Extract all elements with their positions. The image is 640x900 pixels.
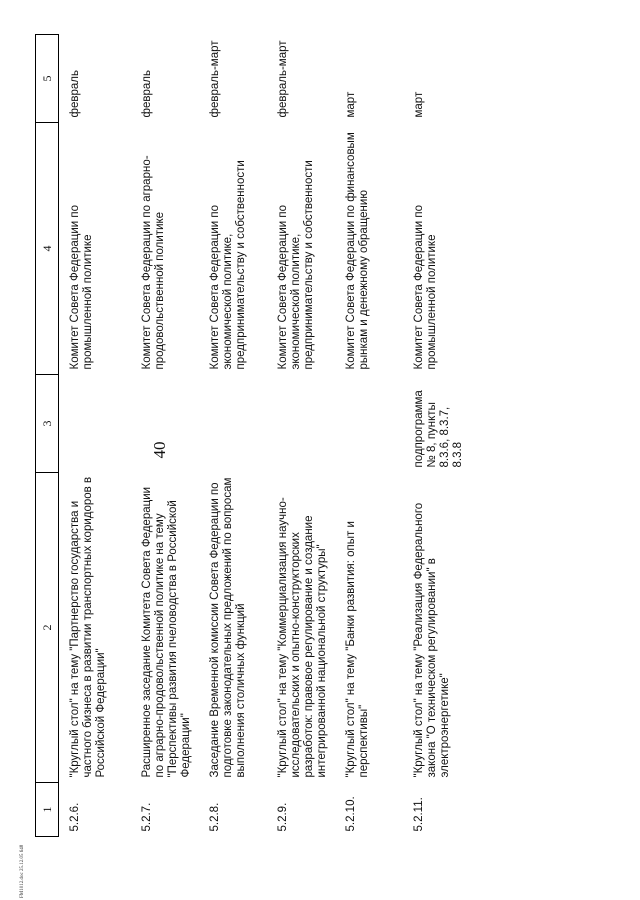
col-header-3: 3 xyxy=(36,375,59,473)
row-number: 5.2.9. xyxy=(277,802,289,832)
term-cell: март xyxy=(345,91,357,118)
basis-cell xyxy=(207,375,275,473)
basis-cell: подпрограмма № 8, пункты 8.3.6, 8.3.7, 8.3.8 xyxy=(413,390,464,468)
table-row xyxy=(275,35,343,837)
responsible-cell: Комитет Совета Федерации по экономической политике, предпринимательству и собственности xyxy=(277,160,315,370)
event-cell: "Круглый стол" на тему "Банки развития: опыт и перспективы" xyxy=(345,521,370,778)
table-row xyxy=(59,35,140,837)
row-number: 5.2.7. xyxy=(141,802,153,832)
term-cell: февраль-март xyxy=(277,40,289,118)
table-row xyxy=(411,35,479,837)
row-number: 5.2.6. xyxy=(69,802,81,832)
plan-table xyxy=(35,34,479,837)
term-cell: февраль xyxy=(69,70,81,118)
basis-cell xyxy=(139,375,207,473)
event-cell: "Круглый стол" на тему "Партнерство государства и частного бизнеса в развитии транспортных коридоров в Российской Федерации" xyxy=(69,476,107,778)
event-cell: Расширенное заседание Комитета Совета Федерации по аграрно-продовольственной политике на тему "Перспективы развития пчеловодства в Российской Федерации" xyxy=(141,486,192,778)
responsible-cell: Комитет Совета Федерации по финансовым рынкам и денежному обращению xyxy=(345,132,370,370)
responsible-cell: Комитет Совета Федерации по экономической политике, предпринимательству и собственности xyxy=(209,160,247,370)
table-row xyxy=(343,35,411,837)
col-header-5: 5 xyxy=(36,35,59,123)
term-cell: март xyxy=(413,91,425,118)
row-number: 5.2.8. xyxy=(209,802,221,832)
basis-cell xyxy=(59,375,140,473)
table-row xyxy=(207,35,275,837)
col-header-2: 2 xyxy=(36,473,59,783)
basis-cell xyxy=(343,375,411,473)
table-header-row xyxy=(36,35,59,837)
row-number: 5.2.10. xyxy=(345,796,357,832)
term-cell: февраль-март xyxy=(209,40,221,118)
event-cell: "Круглый стол" на тему "Реализация Федерального закона "О техническом регулировании" в электроэнергетике" xyxy=(413,502,451,778)
responsible-cell: Комитет Совета Федерации по промышленной политике xyxy=(69,205,94,370)
table-row xyxy=(139,35,207,837)
responsible-cell: Комитет Совета Федерации по аграрно-продовольственной политике xyxy=(141,155,166,370)
page-number: 40 xyxy=(150,441,169,459)
col-header-4: 4 xyxy=(36,123,59,375)
footer-code: FM1012.doc 25.12.05 648 xyxy=(20,844,25,898)
event-cell: "Круглый стол" на тему "Коммерциализация научно-исследовательских и опытно-конструкторских разработок: правовое регулирование и создание интегрированной национальной структуры" xyxy=(277,497,328,778)
event-cell: Заседание Временной комиссии Совета Федерации по подготовке законодательных предложений по вопросам выполнения столичных функций xyxy=(209,477,247,778)
term-cell: февраль xyxy=(141,70,153,118)
col-header-1: 1 xyxy=(36,783,59,837)
responsible-cell: Комитет Совета Федерации по промышленной политике xyxy=(413,205,438,370)
basis-cell xyxy=(275,375,343,473)
row-number: 5.2.11. xyxy=(413,797,425,832)
